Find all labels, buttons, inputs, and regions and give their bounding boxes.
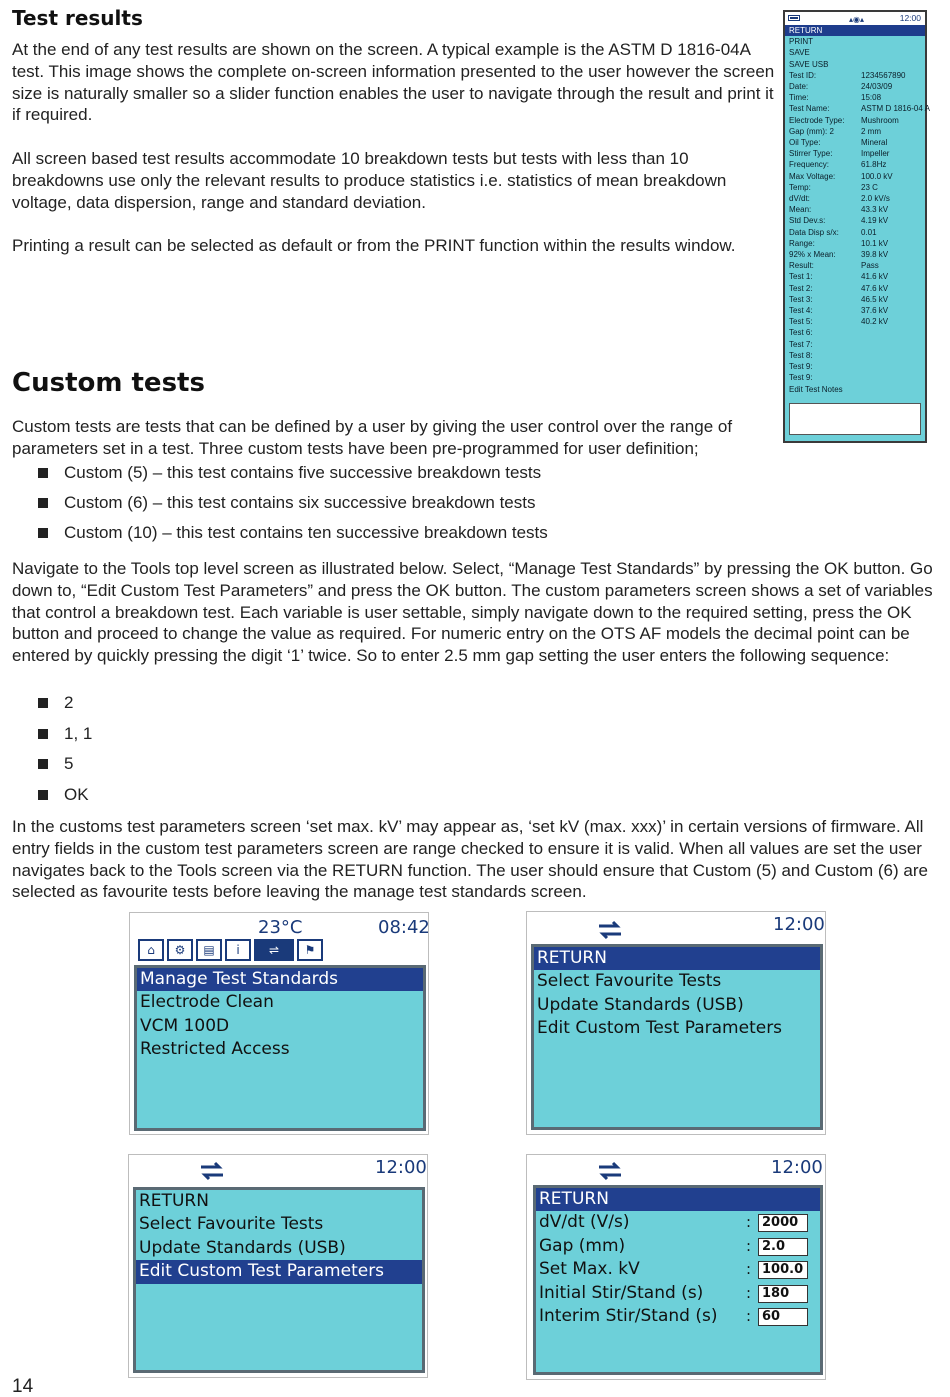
result-label: dV/dt: [789, 194, 810, 204]
menu-item-select-favourite-tests[interactable]: Select Favourite Tests [139, 1214, 324, 1235]
result-label: Temp: [789, 182, 811, 192]
custom-tests-heading: Custom tests [12, 368, 205, 398]
results-screen [783, 10, 930, 443]
result-value: 40.2 kV [861, 317, 889, 327]
result-row [785, 271, 925, 282]
result-value: 23 C [861, 182, 878, 192]
result-value: ASTM D 1816-04 A [861, 104, 930, 114]
result-label: Test Name: [789, 104, 830, 114]
result-label: Test 2: [789, 283, 813, 293]
menu-item-update-standards-usb[interactable]: Update Standards (USB) [139, 1237, 346, 1258]
result-row [785, 115, 925, 126]
custom-tests-paragraph-2: Navigate to the Tools top level screen as illustrated below. Select, “Manage Test Standards” by pressing the OK button. Go down to, “Edit Custom Test Parameters” and press the OK button. The custom parameters screen shows a set of variables that control a breakdown test. Each variable is user settable, simply navigate down to the required setting, press the OK button and proceed to change the value as required. For numeric entry on the OTS AF models the decimal point can be entered by quickly pressing the digit ‘1’ twice. So to enter 2.5 mm gap setting the user enters the following sequence: [12, 559, 933, 666]
list-item: 1, 1 [38, 723, 92, 745]
result-value: 1234567890 [861, 70, 906, 80]
edit-test-notes[interactable]: Edit Test Notes [789, 384, 843, 394]
result-row [785, 103, 930, 114]
list-item: Custom (6) – this test contains six successive breakdown tests [38, 491, 548, 515]
result-row [785, 283, 925, 294]
result-label: Range: [789, 238, 815, 248]
result-label: Frequency: [789, 160, 830, 170]
result-label: Electrode Type: [789, 115, 845, 125]
test-results-heading: Test results [12, 6, 143, 30]
list-item: OK [38, 784, 92, 806]
result-value: Mineral [861, 138, 888, 148]
test-results-paragraph-3: Printing a result can be selected as default or from the PRINT function within the results window. [12, 236, 736, 255]
list-item: 5 [38, 753, 92, 775]
tools-icon[interactable]: ⇌ [254, 939, 294, 961]
param-label: Interim Stir/Stand (s) [539, 1305, 718, 1326]
list-item: Custom (10) – this test contains ten successive breakdown tests [38, 521, 548, 545]
result-row [785, 204, 925, 215]
result-value: 46.5 kV [861, 294, 889, 304]
result-label: Gap (mm): 2 [789, 126, 834, 136]
tools-screen [129, 912, 429, 1135]
result-row [785, 260, 925, 271]
test-results-paragraph-2: All screen based test results accommodate 10 breakdown tests but tests with less than 10 breakdowns use only the relevant results to produce statistics i.e. statistics of mean breakdown voltage, data dispersion, range and standard deviation. [12, 149, 727, 212]
result-label: Max Voltage: [789, 171, 836, 181]
param-label: Gap (mm) [539, 1235, 626, 1256]
param-row[interactable] [536, 1282, 820, 1305]
result-label: Test ID: [789, 70, 817, 80]
manage-menu [531, 944, 823, 1130]
menu-item-electrode-clean[interactable]: Electrode Clean [140, 992, 274, 1013]
clock-readout: 12:00 [771, 1157, 823, 1178]
tools-tab-bar [138, 939, 323, 963]
result-label: Std Dev.s: [789, 216, 826, 226]
param-value-field[interactable]: 2000 [758, 1214, 808, 1232]
list-item: 2 [38, 692, 92, 714]
result-label: Test 5: [789, 317, 813, 327]
result-label: Data Disp s/x: [789, 227, 839, 237]
result-row [785, 137, 925, 148]
param-colon: : [746, 1236, 752, 1255]
params-menu [533, 1185, 823, 1375]
battery-icon [788, 15, 800, 21]
result-label: Oil Type: [789, 138, 821, 148]
result-value: 47.6 kV [861, 283, 889, 293]
clock-readout: 12:00 [773, 914, 825, 935]
param-colon: : [746, 1306, 752, 1325]
result-value: 43.3 kV [861, 205, 889, 215]
result-row [785, 316, 925, 327]
result-row [785, 193, 925, 204]
param-row[interactable] [536, 1235, 820, 1258]
custom-tests-list [38, 461, 548, 545]
param-row[interactable] [536, 1305, 820, 1328]
results-menu-return[interactable]: RETURN [785, 25, 925, 36]
tools-icon [597, 1161, 623, 1181]
manage-standards-screen-edit [128, 1154, 428, 1378]
result-row [785, 350, 925, 361]
param-label: Set Max. kV [539, 1259, 640, 1280]
folder-icon[interactable]: ▤ [196, 939, 222, 961]
result-label: Test 9: [789, 373, 813, 383]
flag-icon[interactable]: ⚑ [297, 939, 323, 961]
test-results-paragraph-1: At the end of any test results are shown on the screen. A typical example is the ASTM D 1816-04A test. This image shows the complete on-screen information presented to the user however the screen size is naturally smaller so a slider function enables the user to navigate through the result and print it if required. [12, 40, 775, 125]
menu-item-manage-test-standards[interactable]: Manage Test Standards [137, 968, 423, 991]
param-value-field[interactable]: 180 [758, 1285, 808, 1303]
home-icon[interactable]: ⌂ [138, 939, 164, 961]
result-row [785, 238, 925, 249]
param-colon: : [746, 1283, 752, 1302]
result-value: 0.01 [861, 227, 877, 237]
result-label: Test 7: [789, 339, 813, 349]
menu-item-update-standards-usb[interactable]: Update Standards (USB) [537, 994, 744, 1015]
result-row [785, 249, 925, 260]
result-value: 2.0 kV/s [861, 194, 890, 204]
result-value: 41.6 kV [861, 272, 889, 282]
result-row [785, 361, 925, 372]
result-label: Test 1: [789, 272, 813, 282]
result-label: Mean: [789, 205, 812, 215]
param-row[interactable] [536, 1211, 820, 1234]
results-menu-save[interactable]: SAVE [789, 48, 810, 58]
param-row[interactable] [536, 1258, 820, 1281]
result-row [785, 215, 925, 226]
result-row [785, 294, 925, 305]
temperature-readout: 23°C [258, 917, 303, 938]
result-row [785, 70, 925, 81]
result-value: Pass [861, 261, 879, 271]
param-colon: : [746, 1213, 752, 1232]
result-row [785, 227, 925, 238]
result-label: Date: [789, 82, 809, 92]
menu-item-vcm-100d[interactable]: VCM 100D [140, 1015, 230, 1036]
result-row [785, 81, 925, 92]
result-value: 15:08 [861, 93, 882, 103]
menu-item-return[interactable]: RETURN [139, 1191, 209, 1211]
param-label: Initial Stir/Stand (s) [539, 1282, 704, 1303]
result-value: Mushroom [861, 115, 899, 125]
list-item: Custom (5) – this test contains five successive breakdown tests [38, 461, 548, 485]
menu-item-edit-custom-test-parameters[interactable]: Edit Custom Test Parameters [136, 1260, 422, 1283]
result-row [785, 159, 925, 170]
result-row [785, 372, 925, 383]
custom-tests-paragraph-1: Custom tests are tests that can be defined by a user by giving the user control over the range of parameters set in a test. Three custom tests have been pre-programmed for user definition; [12, 417, 733, 458]
param-value-field[interactable]: 2.0 [758, 1238, 808, 1256]
manage-standards-screen [526, 911, 826, 1135]
page-number: 14 [12, 1376, 34, 1397]
manage-menu [133, 1187, 425, 1373]
result-label: Test 8: [789, 350, 813, 360]
results-menu-save-usb[interactable]: SAVE USB [789, 59, 829, 69]
tools-icon [597, 920, 623, 940]
clock-readout: 08:42 [378, 917, 430, 938]
result-label: Result: [789, 261, 814, 271]
tools-icon [199, 1161, 225, 1181]
menu-item-edit-custom-test-parameters[interactable]: Edit Custom Test Parameters [537, 1018, 783, 1039]
result-label: Time: [789, 93, 809, 103]
menu-item-return[interactable]: RETURN [536, 1188, 820, 1211]
clock-readout: 12:00 [375, 1157, 427, 1178]
result-value: 100.0 kV [861, 171, 893, 181]
menu-item-restricted-access[interactable]: Restricted Access [140, 1039, 290, 1060]
param-value-field[interactable]: 100.0 [758, 1261, 808, 1279]
test-notes-box[interactable] [789, 403, 921, 435]
param-label: dV/dt (V/s) [539, 1212, 630, 1233]
menu-item-return[interactable]: RETURN [534, 947, 820, 970]
result-label: 92% x Mean: [789, 250, 836, 260]
tools-status-bar [130, 913, 428, 963]
result-label: Test 6: [789, 328, 813, 338]
result-row [785, 92, 925, 103]
result-label: Test 9: [789, 362, 813, 372]
result-row [785, 305, 925, 316]
settings-icon[interactable]: ⚙ [167, 939, 193, 961]
custom-parameters-screen [526, 1154, 826, 1380]
result-value: 37.6 kV [861, 306, 889, 316]
info-icon[interactable]: i [225, 939, 251, 961]
result-label: Stirrer Type: [789, 149, 833, 159]
status-symbol-icon: ▴◉▴ [849, 15, 865, 24]
status-bar [785, 12, 925, 25]
result-row [785, 148, 925, 159]
custom-tests-paragraph-3: In the customs test parameters screen ‘set max. kV’ may appear as, ‘set kV (max. xxx)’ in certain versions of firmware. All entry fields in the custom test parameters screen are range checked to ensure it is valid. When all values are set the user navigates back to the Tools screen via the RETURN function. The user should ensure that Custom (5) and Custom (6) are selected as favourite tests before leaving the manage test standards screen. [12, 817, 928, 902]
status-time: 12:00 [899, 13, 921, 23]
results-menu-print[interactable]: PRINT [789, 37, 813, 47]
result-row [785, 327, 925, 338]
tools-menu [134, 965, 426, 1131]
entry-sequence-list [38, 692, 92, 806]
result-value: 39.8 kV [861, 250, 889, 260]
result-row [785, 126, 925, 137]
result-value: 4.19 kV [861, 216, 889, 226]
result-row [785, 339, 925, 350]
result-label: Test 3: [789, 294, 813, 304]
result-value: Impeller [861, 149, 890, 159]
result-label: Test 4: [789, 306, 813, 316]
result-value: 2 mm [861, 126, 881, 136]
param-colon: : [746, 1260, 752, 1279]
result-row [785, 171, 925, 182]
result-row [785, 182, 925, 193]
result-value: 24/03/09 [861, 82, 893, 92]
result-value: 61.8Hz [861, 160, 887, 170]
menu-item-select-favourite-tests[interactable]: Select Favourite Tests [537, 971, 722, 992]
result-value: 10.1 kV [861, 238, 889, 248]
param-value-field[interactable]: 60 [758, 1308, 808, 1326]
